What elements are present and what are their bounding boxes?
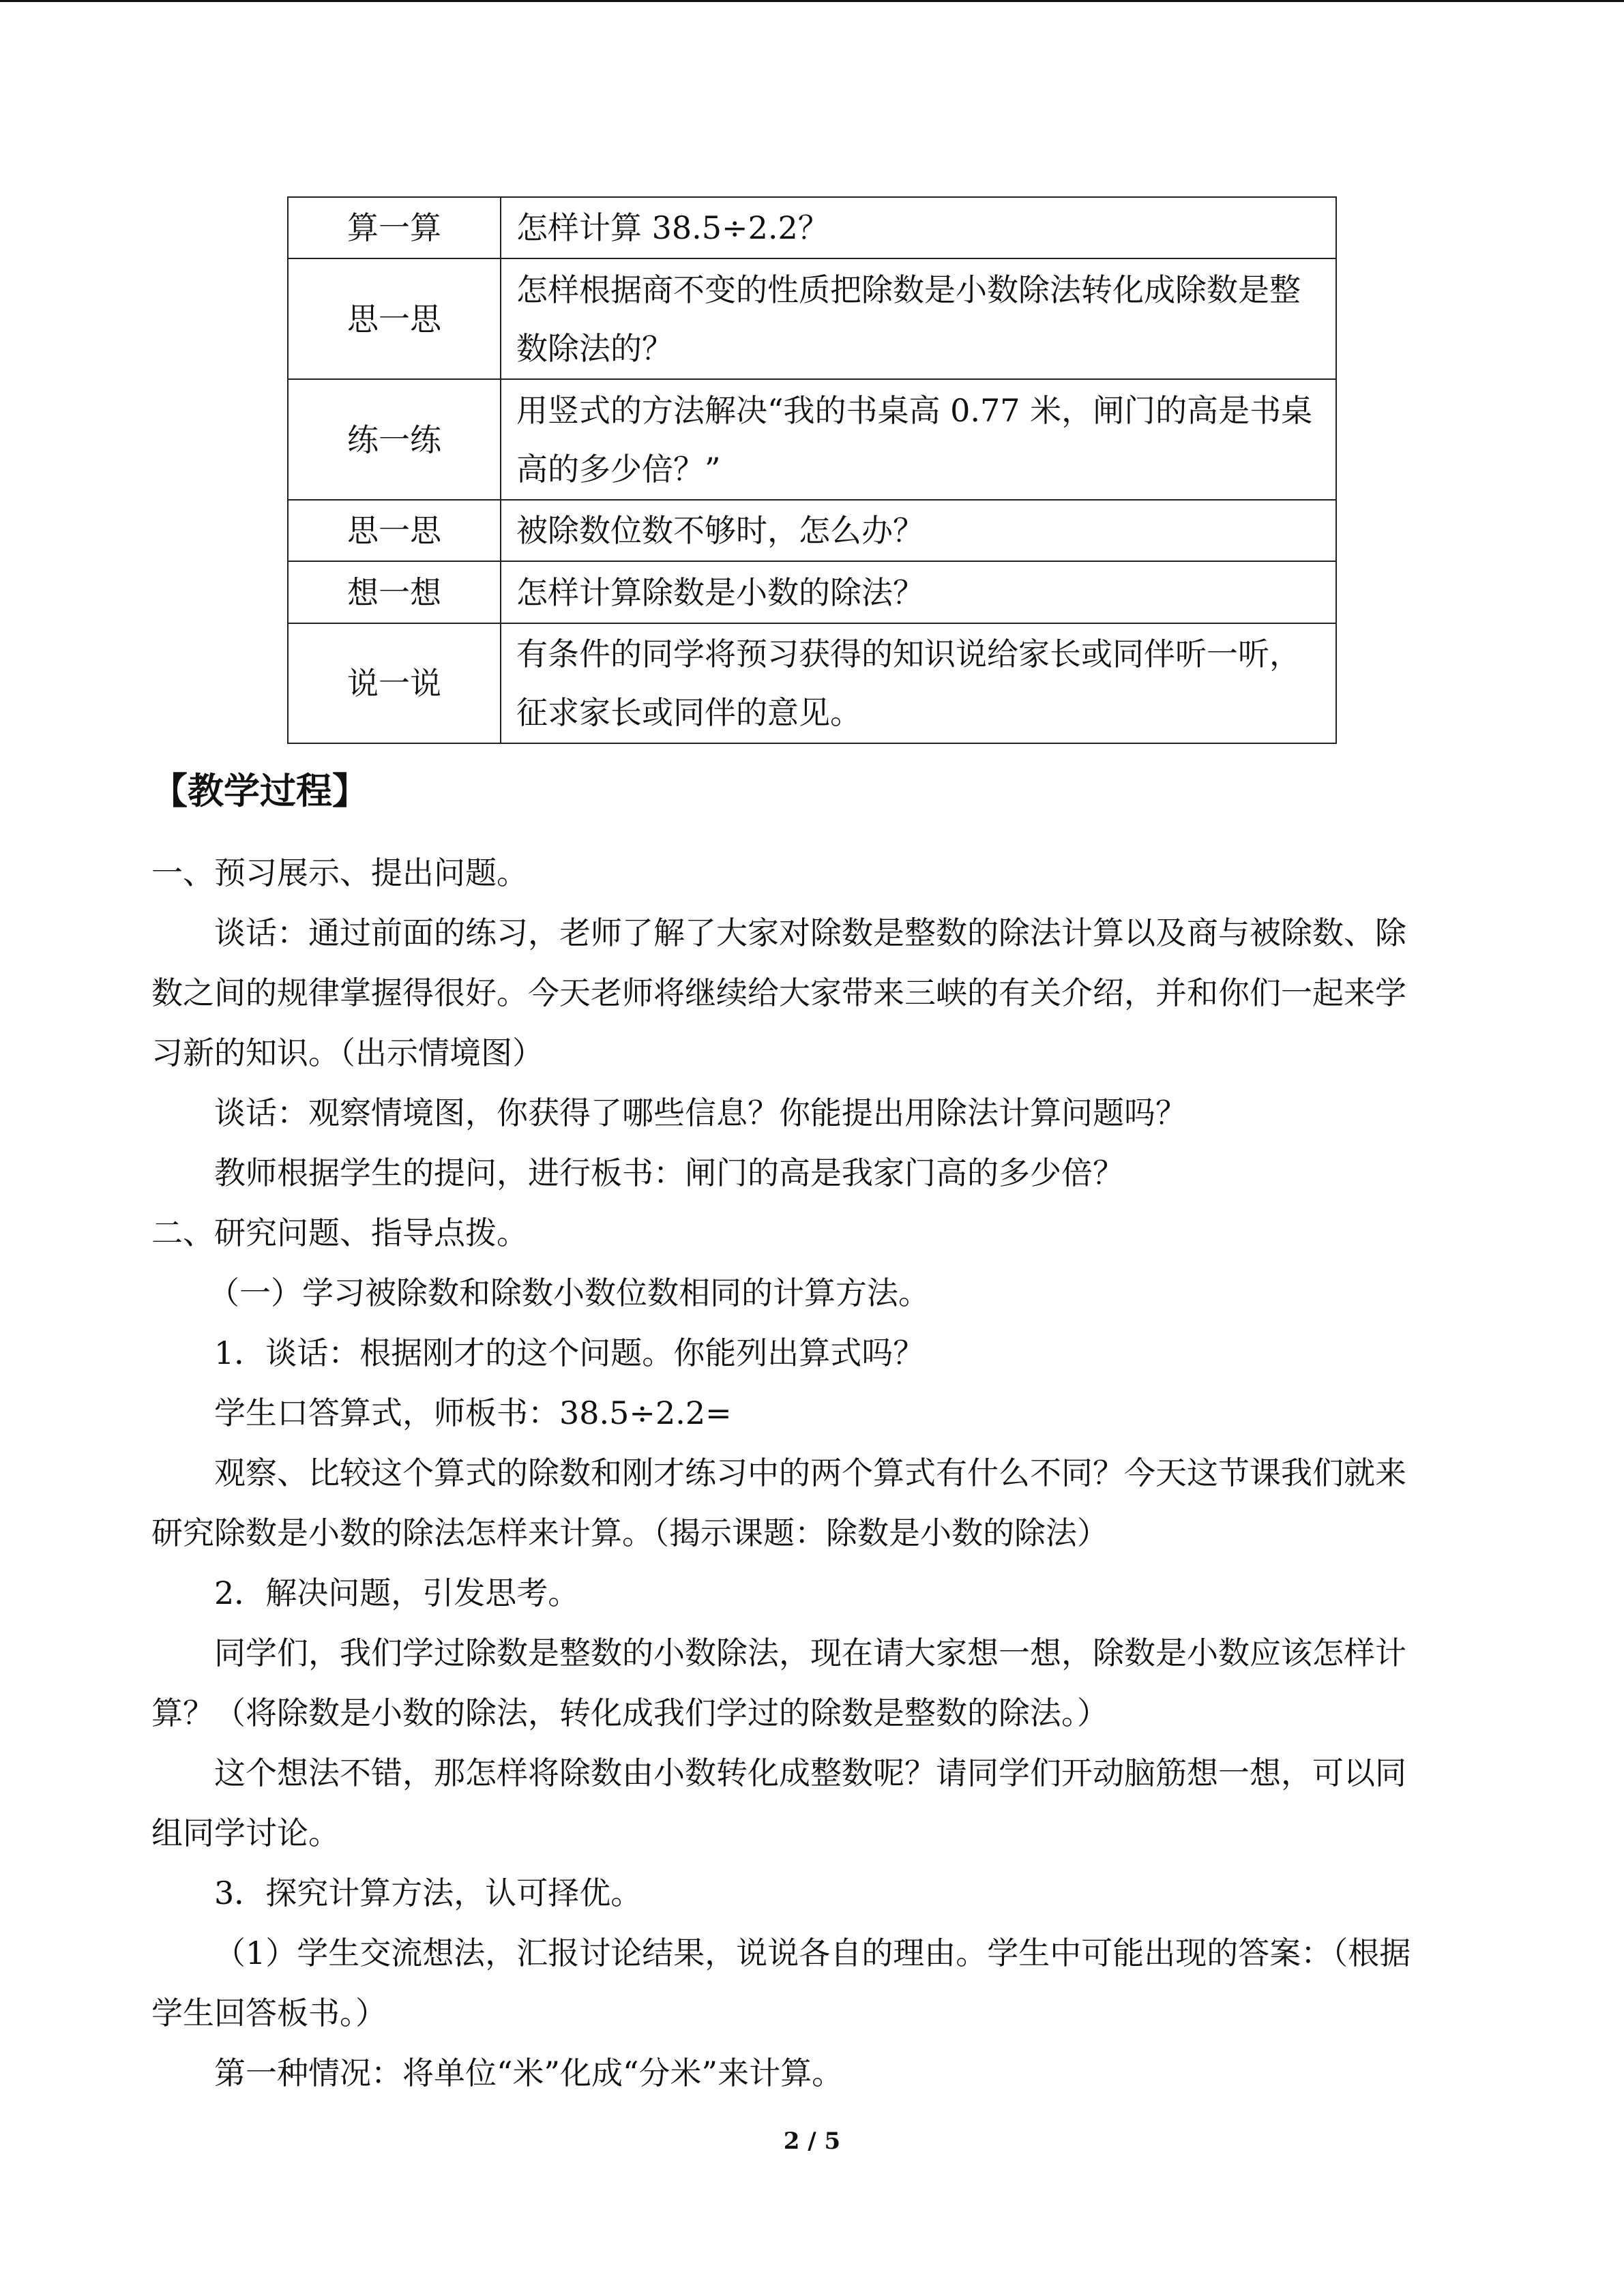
section-heading: 【教学过程】 — [151, 770, 368, 812]
subsection-title: （一）学习被除数和除数小数位数相同的计算方法。 — [208, 1274, 930, 1311]
preview-task-table — [287, 196, 1337, 744]
section-title-2: 二、研究问题、指导点拨。 — [151, 1214, 528, 1251]
table-row — [288, 379, 1336, 500]
table-row-label: 想一想 — [288, 561, 501, 623]
table-row-label: 算一算 — [288, 197, 501, 258]
paragraph-line: 3．探究计算方法，认可择优。 — [214, 1875, 643, 1911]
table-row — [288, 500, 1336, 561]
paragraph-line: 观察、比较这个算式的除数和刚才练习中的两个算式有什么不同？今天这节课我们就来 — [214, 1455, 1406, 1491]
paragraph-line: 组同学讨论。 — [151, 1815, 340, 1851]
paragraph-line: 习新的知识。（出示情境图） — [151, 1034, 544, 1071]
paragraph-line: （1）学生交流想法，汇报讨论结果，说说各自的理由。学生中可能出现的答案：（根据 — [214, 1935, 1411, 1971]
table-row — [288, 258, 1336, 379]
paragraph-line: 2．解决问题，引发思考。 — [214, 1575, 580, 1611]
table-row-text: 怎样根据商不变的性质把除数是小数除法转化成除数是整数除法的？ — [501, 258, 1336, 379]
paragraph-line: 第一种情况：将单位“米”化成“分米”来计算。 — [214, 2055, 844, 2091]
table-row-text: 怎样计算除数是小数的除法？ — [501, 561, 1336, 623]
table-row — [288, 561, 1336, 623]
paragraph-line: 1．谈话：根据刚才的这个问题。你能列出算式吗？ — [214, 1335, 925, 1371]
paragraph-line: 研究除数是小数的除法怎样来计算。（揭示课题：除数是小数的除法） — [151, 1515, 1108, 1551]
paragraph-line: 同学们，我们学过除数是整数的小数除法，现在请大家想一想，除数是小数应该怎样计 — [214, 1635, 1406, 1671]
table-row — [288, 197, 1336, 258]
table-row-text: 怎样计算 38.5÷2.2？ — [501, 197, 1336, 258]
paragraph-line: 谈话：观察情境图，你获得了哪些信息？你能提出用除法计算问题吗？ — [214, 1094, 1187, 1131]
table-row-text: 有条件的同学将预习获得的知识说给家长或同伴听一听，征求家长或同伴的意见。 — [501, 623, 1336, 743]
table-row-label: 思一思 — [288, 500, 501, 561]
top-border-line — [0, 0, 1624, 2]
table-row-text: 用竖式的方法解决“我的书桌高 0.77 米，闸门的高是书桌高的多少倍？” — [501, 379, 1336, 500]
paragraph-line: 教师根据学生的提问，进行板书：闸门的高是我家门高的多少倍？ — [214, 1154, 1124, 1191]
section-title-1: 一、预习展示、提出问题。 — [151, 854, 528, 891]
table-row-label: 练一练 — [288, 379, 501, 500]
table-row-label: 说一说 — [288, 623, 501, 743]
table-row — [288, 623, 1336, 743]
paragraph-line: 数之间的规律掌握得很好。今天老师将继续给大家带来三峡的有关介绍，并和你们一起来学 — [151, 974, 1406, 1011]
page-number: 2 / 5 — [783, 2128, 841, 2155]
paragraph-line: 算？（将除数是小数的除法，转化成我们学过的除数是整数的除法。） — [151, 1695, 1108, 1731]
paragraph-line: 谈话：通过前面的练习，老师了解了大家对除数是整数的除法计算以及商与被除数、除 — [214, 914, 1406, 951]
paragraph-line: 学生口答算式，师板书：38.5÷2.2= — [214, 1395, 732, 1431]
table-row-label: 思一思 — [288, 258, 501, 379]
table-row-text: 被除数位数不够时，怎么办？ — [501, 500, 1336, 561]
paragraph-line: 这个想法不错，那怎样将除数由小数转化成整数呢？请同学们开动脑筋想一想，可以同 — [214, 1755, 1406, 1791]
paragraph-line: 学生回答板书。） — [151, 1995, 387, 2031]
